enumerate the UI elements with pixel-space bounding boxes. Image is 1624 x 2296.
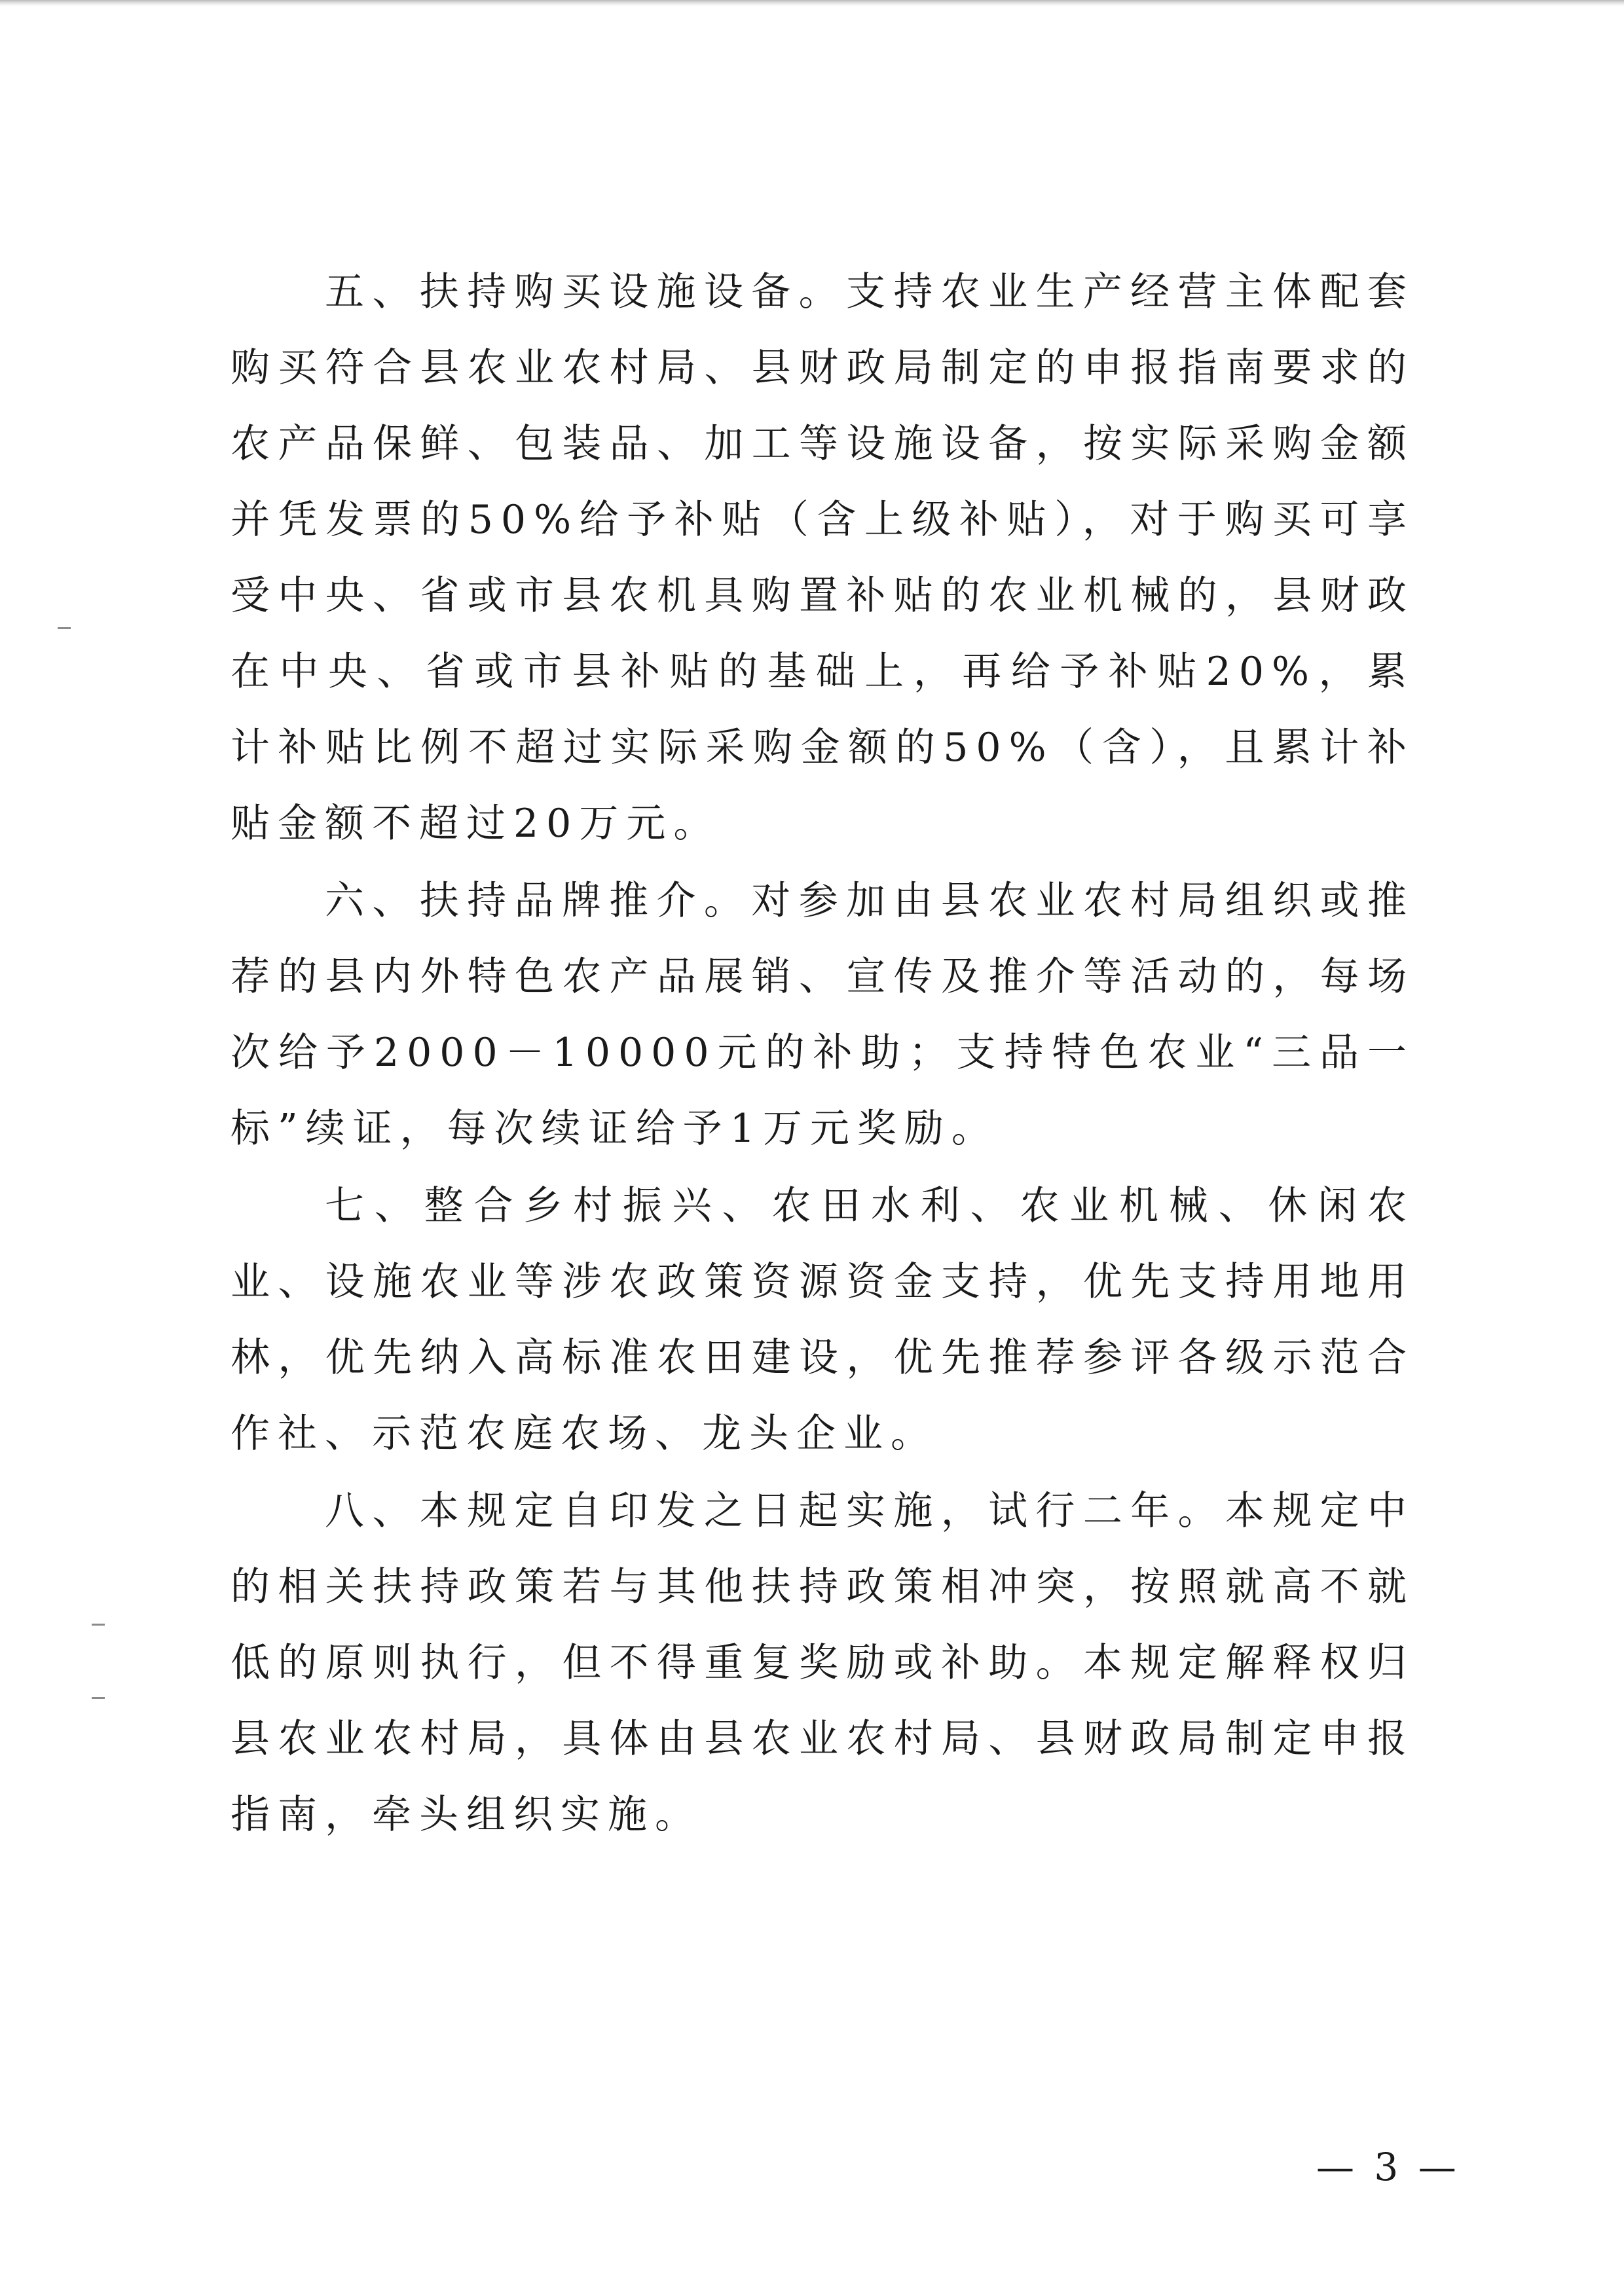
paragraph-seven: 七、整合乡村振兴、农田水利、农业机械、休闲农业、设施农业等涉农政策资源资金支持，优先支持用地用林，优先纳入高标准农田建设，优先推荐参评各级示范合作社、示范农庭农场、龙头企业。 bbox=[231, 1183, 1414, 1457]
margin-tick-mark bbox=[92, 1697, 105, 1699]
margin-tick-mark bbox=[58, 627, 71, 629]
document-body bbox=[231, 254, 1414, 1853]
margin-tick-mark bbox=[92, 1624, 105, 1626]
page-number: — 3 — bbox=[1316, 2145, 1460, 2189]
scan-top-edge bbox=[0, 0, 1624, 7]
paragraph-five: 五、扶持购买设施设备。支持农业生产经营主体配套购买符合县农业农村局、县财政局制定的申报指南要求的农产品保鲜、包装品、加工等设施设备，按实际采购金额并凭发票的50%给予补贴（含上级补贴），对于购买可享受中央、省或市县农机具购置补贴的农业机械的，县财政在中央、省或市县补贴的基础上，再给予补贴20%，累计补贴比例不超过实际采购金额的50%（含），且累计补贴金额不超过20万元。 bbox=[231, 269, 1414, 847]
paragraph-eight: 八、本规定自印发之日起实施，试行二年。本规定中的相关扶持政策若与其他扶持政策相冲突，按照就高不就低的原则执行，但不得重复奖励或补助。本规定解释权归县农业农村局，具体由县农业农村局、县财政局制定申报指南，牵头组织实施。 bbox=[231, 1488, 1414, 1838]
paragraph-six: 六、扶持品牌推介。对参加由县农业农村局组织或推荐的县内外特色农产品展销、宣传及推介等活动的，每场次给予2000－10000元的补助；支持特色农业“三品一标”续证，每次续证给予1万元奖励。 bbox=[231, 878, 1414, 1152]
